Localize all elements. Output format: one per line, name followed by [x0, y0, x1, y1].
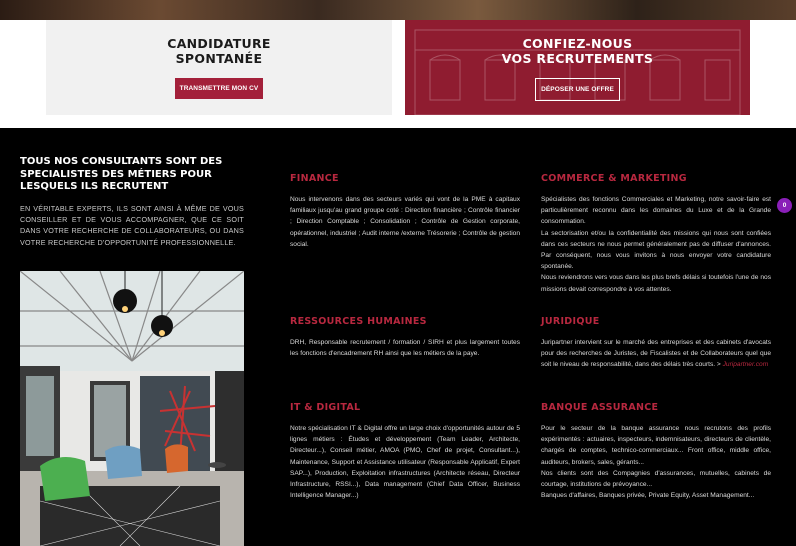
section-text: Spécialistes des fonctions Commerciales et Marketing, notre savoir-faire est particulièrement reconnu dans les domaines du Luxe et de la Grande consommation. La sectorisation et/ou la confidentialité des missions qui nous sont confiées dans ces secteurs ne nous permet généralement pas de diffuser d'annonces. Par conséquent, nous vous invitons à nous envoyer votre candidature spontanée. Nous reviendrons vers vous dans les plus brefs délais si toutefois l'une de nos missions devait correspondre à vos attentes.	[541, 196, 771, 293]
section-title: COMMERCE & MARKETING	[541, 173, 687, 184]
section-title: JURIDIQUE	[541, 316, 600, 327]
finance-section	[290, 173, 520, 250]
section-title: BANQUE ASSURANCE	[541, 402, 659, 413]
section-text: Pour le secteur de la banque assurance nous recrutons des profils expérimentés : actuaires, inspecteurs, indemnisateurs, directeurs de clientèle, chargés de comptes, technico-commerciaux... Front office, middle office, auditeurs, brokers, sales, gérants... Nos clients sont des Compagnies d'assurances, mutuelles, cabinets de courtage, institutions de prévoyance... Banques d'affaires, Banques privée, Private Equity, Asset Management...	[541, 425, 771, 500]
section-title: RESSOURCES HUMAINES	[290, 316, 427, 327]
send-cv-button[interactable]: TRANSMETTRE MON CV	[175, 78, 264, 99]
card-title: CONFIEZ-NOUS VOS RECRUTEMENTS	[501, 36, 654, 66]
office-photo	[20, 271, 244, 546]
recruitment-card	[405, 20, 750, 115]
consultants-heading: TOUS NOS CONSULTANTS SONT DES SPECIALISTES DES MÉTIERS POUR LESQUELS ILS RECRUTENT	[20, 156, 223, 192]
post-offer-button[interactable]: DÉPOSER UNE OFFRE	[535, 78, 620, 101]
consultants-text: EN VÉRITABLE EXPERTS, ILS SONT AINSI À MÊME DE VOUS CONSEILLER ET DE VOUS ACCOMPAGNER, QUE CE SOIT DANS VOTRE RECHERCHE DE COLLABORATEURS, OU DANS VOTRE RECHERCHE D'OPPORTUNITÉ PROFESSIONNELLE.	[20, 204, 244, 247]
section-title: IT & DIGITAL	[290, 402, 361, 413]
section-text: Nous intervenons dans des secteurs variés qui vont de la PME à capitaux familiaux jusqu'au grand groupe coté : Direction financière ; Contrôle financier ; Direction Comptable ; Consolidation ; Contrôle de Gestion corporate, opérationnel, industriel ; Audit interne /externe Trésorerie ; Contrôle de gestion social.	[290, 196, 520, 248]
section-text: Juripartner intervient sur le marché des entreprises et des cabinets d'avocats pour des recherches de Juristes, de Fiscalistes et de Collaborateurs quel que soit le niveau de responsabilité, dans des délais très courts. > Juripartner.com	[541, 339, 771, 369]
section-text: Notre spécialisation IT & Digital offre un large choix d'opportunités autour de 5 lignes métiers : Études et développement (Team Leader, Architecte, Directeur...), Conseil métier, AMOA (PMO, Chef de projet, Consultant...), Maintenance, Support et Assistance utilisateur (Responsable Applicatif, Expert SAP...), Production, Exploitation infrastructures (Architecte réseau, Directeur Infrastructure, RSSI...), Data management (Chief Data Officer, Business Intelligence Manager...)	[290, 425, 520, 500]
card-title: CANDIDATURE SPONTANÉE	[167, 36, 271, 66]
notification-badge[interactable]: 0	[777, 198, 792, 213]
legal-section	[541, 316, 771, 371]
commerce-section	[541, 173, 771, 295]
hr-section	[290, 316, 520, 359]
hero-image-strip	[0, 0, 796, 20]
bank-insurance-section	[541, 402, 771, 501]
section-title: FINANCE	[290, 173, 339, 184]
section-text: DRH, Responsable recrutement / formation / SIRH et plus largement toutes les fonctions d'encadrement RH ainsi que les métiers de la paye.	[290, 339, 520, 358]
spontaneous-application-card	[46, 20, 392, 115]
it-digital-section	[290, 402, 520, 501]
juripartner-link[interactable]: Juripartner.com	[722, 361, 769, 369]
